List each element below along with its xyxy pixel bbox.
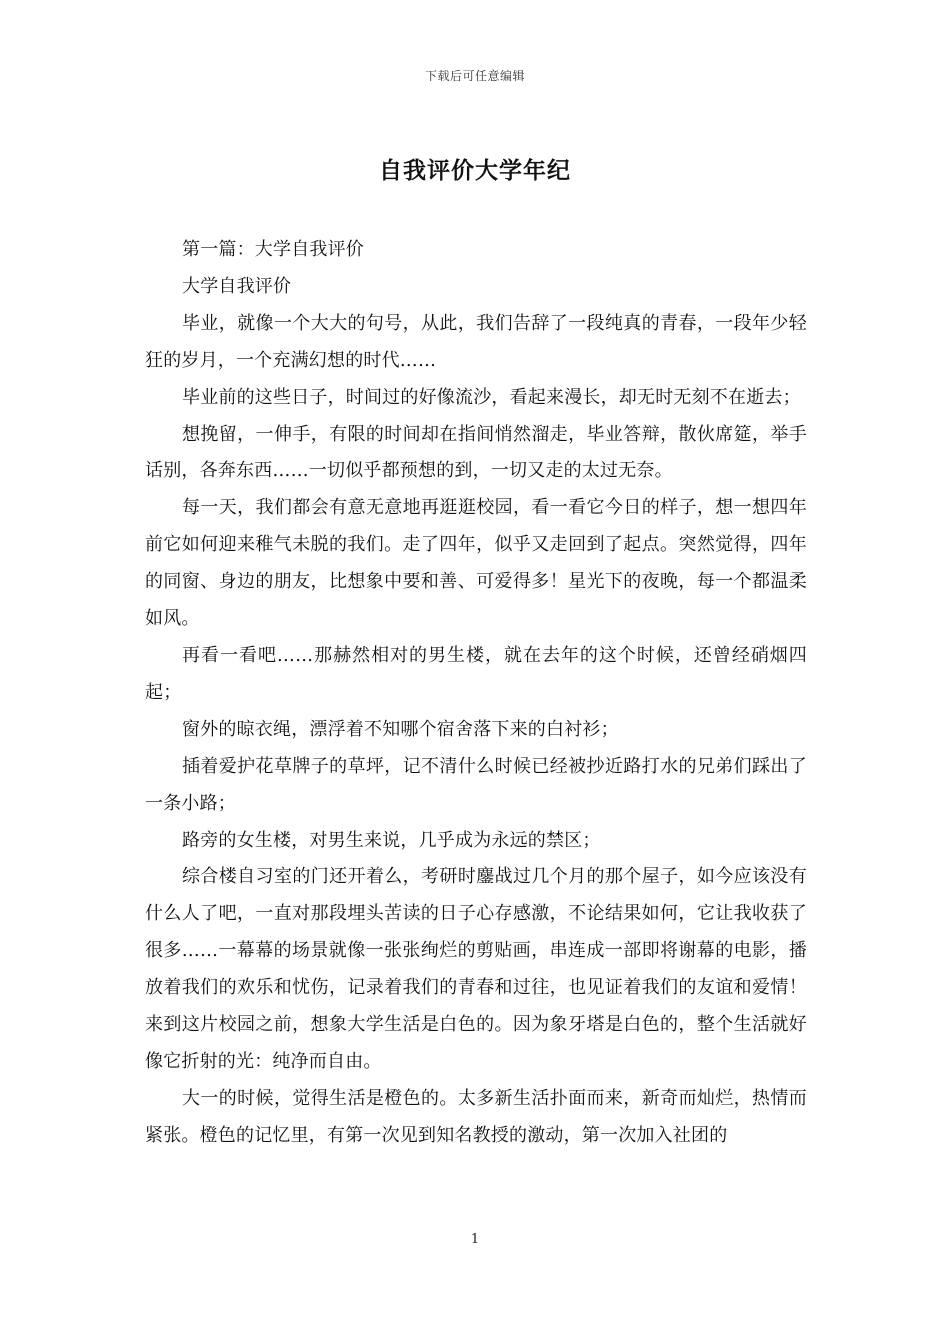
paragraph: 综合楼自习室的门还开着么，考研时鏖战过几个月的那个屋子，如今应该没有什么人了吧，一直对那段埋头苦读的日子心存感激，不论结果如何，它让我收获了很多……一幕幕的场景就像一张张绚烂的剪贴画，串连成一部即将谢幕的电影，播放着我们的欢乐和忧伤，记录着我们的青春和过往，也见证着我们的友谊和爱情！来到这片校园之前，想象大学生活是白色的。因为象牙塔是白色的，整个生活就好像它折射的光：纯净而自由。 [145, 866, 807, 1072]
paragraph: 第一篇：大学自我评价 [182, 239, 364, 260]
page-number: 1 [470, 1232, 480, 1247]
paragraph: 窗外的晾衣绳，漂浮着不知哪个宿舍落下来的白衬衫； [182, 718, 619, 740]
paragraph: 每一天，我们都会有意无意地再逛逛校园，看一看它今日的样子，想一想四年前它如何迎来稚气未脱的我们。走了四年，似乎又走回到了起点。突然觉得，四年的同窗、身边的朋友，比想象中要和善、可爱得多！星光下的夜晚，每一个都温柔如风。 [145, 497, 807, 630]
paragraph: 插着爱护花草牌子的草坪，记不清什么时候已经被抄近路打水的兄弟们踩出了一条小路； [145, 755, 807, 814]
paragraph: 毕业前的这些日子，时间过的好像流沙，看起来漫长，却无时无刻不在逝去； [182, 386, 801, 408]
paragraph: 路旁的女生楼，对男生来说，几乎成为永远的禁区； [182, 829, 601, 851]
document-body [145, 232, 807, 1155]
paragraph: 大一的时候，觉得生活是橙色的。太多新生活扑面而来，新奇而灿烂，热情而紧张。橙色的记忆里，有第一次见到知名教授的激动，第一次加入社团的 [145, 1087, 807, 1146]
header-note: 下载后可任意编辑 [424, 69, 525, 83]
paragraph: 再看一看吧……那赫然相对的男生楼，就在去年的这个时候，还曾经硝烟四起； [145, 644, 807, 703]
paragraph: 大学自我评价 [182, 275, 292, 297]
paragraph: 想挽留，一伸手，有限的时间却在指间悄然溜走，毕业答辩，散伙席筵，举手话别，各奔东西……一切似乎都预想的到，一切又走的太过无奈。 [145, 423, 807, 482]
document-title: 自我评价大学年纪 [379, 157, 571, 184]
paragraph: 毕业，就像一个大大的句号，从此，我们告辞了一段纯真的青春，一段年少轻狂的岁月，一个充满幻想的时代…… [145, 312, 807, 371]
